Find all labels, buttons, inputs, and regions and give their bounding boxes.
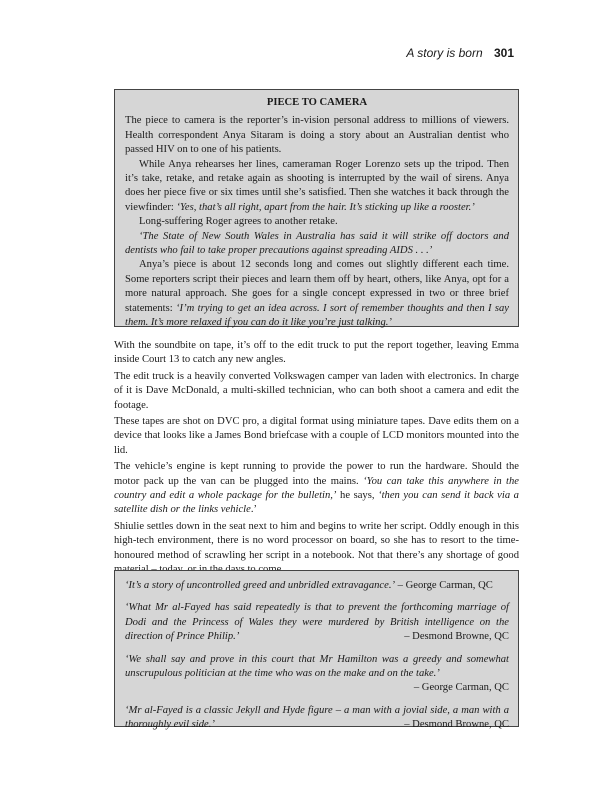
- body-text: [114, 339, 519, 580]
- body-paragraph-4-quote-1: ‘You can take this anywhere in the country and edit a whole package for the bulletin,’: [114, 475, 519, 502]
- quote-4: [125, 704, 509, 733]
- quote-2-attribution: – Desmond Browne, QC: [404, 631, 509, 643]
- quote-3-text: ‘We shall say and prove in this court that Mr Hamilton was a greedy and somewhat unscrupulous politician at the time who was on the make and on the take.’: [125, 653, 509, 680]
- box-paragraph-5: [125, 258, 509, 330]
- body-paragraph-3: These tapes are shot on DVC pro, a digital format using miniature tapes. Dave edits them on a device that looks like a James Bond briefcase with a couple of LCD monitors mounted into the lid.: [114, 416, 519, 456]
- body-paragraph-4-quote-2: ‘then you can send it back via a satellite dish or the links vehicle: [114, 490, 519, 516]
- quote-4-text: ‘Mr al-Fayed is a classic Jekyll and Hyde figure – a man with a jovial side, a man with a thoroughly evil side.’: [125, 704, 509, 731]
- box-paragraph-2-text: While Anya rehearses her lines, cameraman Roger Lorenzo sets up the tripod. Then it’s take, retake, and retake again as shooting is interrupted by the wail of sirens. Anya does her piece five or six times until she’s satisfied. Then she watches it back through the viewfinder:: [125, 158, 509, 213]
- body-paragraph-2: The edit truck is a heavily converted Volkswagen camper van laden with electronics. In charge of it is Dave McDonald, a multi-skilled technician, who can both shoot a camera and edit the footage.: [114, 370, 519, 411]
- box-paragraph-5-text: Anya’s piece is about 12 seconds long and comes out slightly different each time. Some reporters script their pieces and learn them off by heart, others, like Anya, opt for a more natural approach. She goes for a single concept expressed in two or three brief statements:: [125, 259, 509, 314]
- box-title: PIECE TO CAMERA: [266, 97, 368, 108]
- body-paragraph-1: With the soundbite on tape, it’s off to the edit truck to put the report together, leaving Emma inside Court 13 to catch any new angles.: [114, 340, 519, 366]
- page-number: 301: [493, 46, 514, 60]
- quote-2-text: ‘What Mr al-Fayed has said repeatedly is that to prevent the forthcoming marriage of Dodi and the Princess of Wales they were murdered by British intelligence on the direction of Prince Philip.’: [125, 602, 509, 643]
- body-paragraph-4-c: .’: [250, 504, 257, 516]
- body-paragraph-5: Shiulie settles down in the seat next to him and begins to write her script. Oddly enough in this high-tech environment, there is no word processor on board, so she has to resort to the time-honoured method of scrawling her script in a notebook. Not that there’s any shortage of good: [114, 520, 519, 561]
- running-head: [406, 46, 514, 60]
- box-paragraph-5-quote: ‘I’m trying to get an idea across. I sort of remember thoughts and then I say them. It’s more relaxed if you can do it like you’re just talking.’: [125, 302, 509, 329]
- chapter-title: A story is born: [406, 46, 483, 60]
- body-paragraph-4-b: he says,: [336, 490, 379, 502]
- quote-3: [125, 653, 509, 696]
- quote-1-attribution: – George Carman, QC: [397, 580, 493, 591]
- body-paragraph-4: [114, 460, 519, 518]
- body-paragraph-4-a: The vehicle’s engine is kept running to provide the power to run the hardware. Should the motor pack up the van can be plugged into the mains.: [114, 461, 519, 487]
- box-paragraph-2-quote: ‘Yes, that’s all right, apart from the hair. It’s sticking up like a rooster.’: [176, 201, 475, 213]
- box-paragraph-4-quote: ‘The State of New South Wales in Australia has said it will strike off doctors and dentists who fail to take proper precautions against spreading AIDS . . .’: [125, 230, 509, 257]
- box-paragraph-1: The piece to camera is the reporter’s in-vision personal address to millions of viewers. Health correspondent Anya Sitaram is doing a story about an Australian dentist who passed HIV on to one of his patients.: [125, 115, 509, 156]
- box-paragraph-2: [125, 158, 509, 216]
- piece-to-camera-box: [114, 89, 519, 327]
- quote-4-attribution: – Desmond Browne, QC: [404, 719, 509, 731]
- quote-1: [125, 579, 509, 593]
- quote-2: [125, 601, 509, 644]
- quote-1-text: ‘It’s a story of uncontrolled greed and unbridled extravagance.’: [125, 580, 395, 591]
- box-paragraph-3: Long-suffering Roger agrees to another retake.: [139, 216, 338, 228]
- box-paragraph-4: [125, 230, 509, 259]
- quotes-box: [114, 570, 519, 731]
- quote-3-attribution: – George Carman, QC: [413, 682, 509, 694]
